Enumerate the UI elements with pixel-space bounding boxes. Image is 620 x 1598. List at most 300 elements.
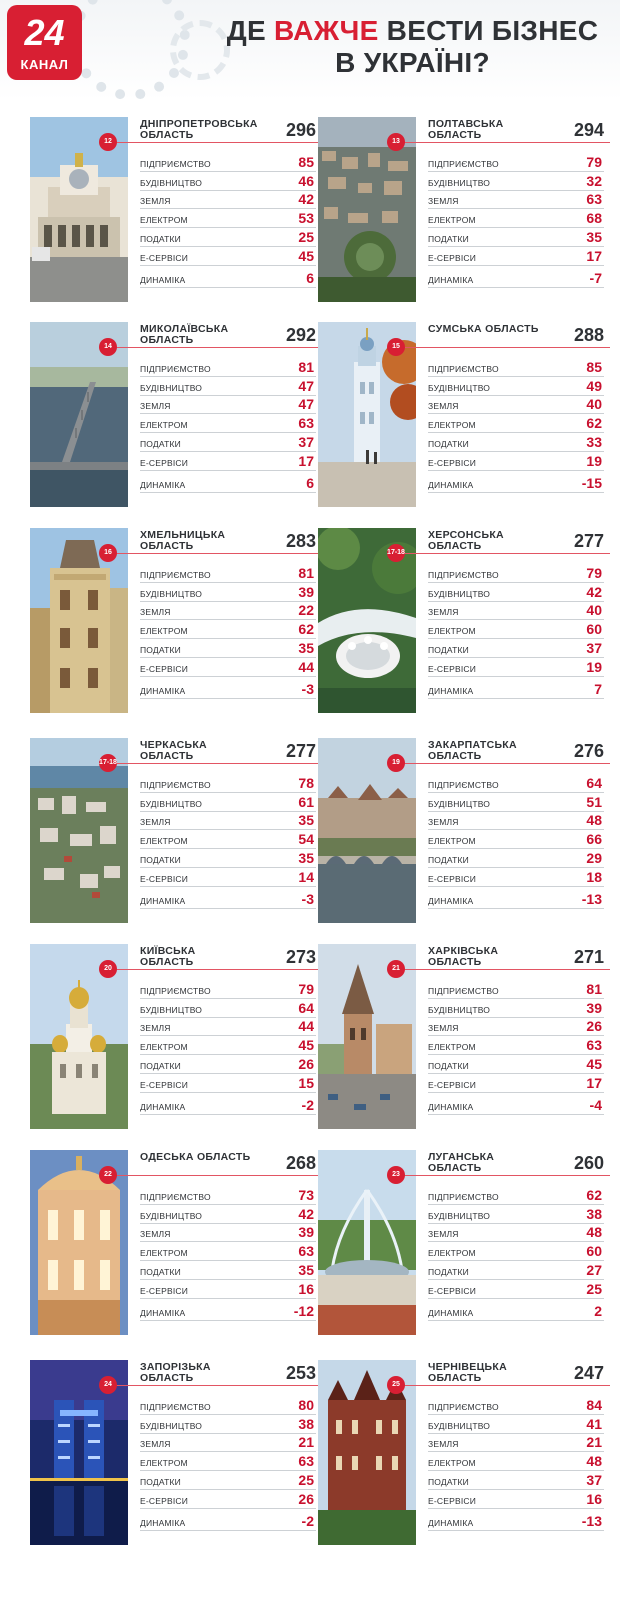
metric-value: 15 (298, 1074, 314, 1091)
region-name: МИКОЛАЇВСЬКА ОБЛАСТЬ (140, 323, 229, 346)
metric-row-enterprise (140, 1186, 316, 1205)
metric-row-taxes (428, 433, 604, 452)
metric-row-eservices (140, 1490, 316, 1509)
metric-row-enterprise (428, 1396, 604, 1415)
metric-value: 54 (298, 831, 314, 848)
metric-value: 80 (298, 1396, 314, 1413)
metric-row-dynamics (428, 890, 604, 909)
metric-label: ПІДПРИЄМСТВО (428, 363, 499, 374)
region-name: ЗАКАРПАТСЬКА ОБЛАСТЬ (428, 739, 517, 762)
metric-label: ПІДПРИЄМСТВО (140, 985, 211, 996)
rank-badge: 24 (99, 1376, 117, 1394)
metric-row-dynamics (140, 1512, 316, 1531)
metric-label: ЗЕМЛЯ (140, 1439, 171, 1450)
metric-label: ДИНАМІКА (428, 1307, 474, 1318)
metrics-list (428, 980, 604, 1115)
metric-value: 26 (298, 1490, 314, 1507)
divider-line (112, 969, 322, 970)
metric-row-dynamics (140, 474, 316, 493)
metric-value: 35 (298, 812, 314, 829)
divider-line (400, 142, 610, 143)
metrics-list (140, 774, 316, 909)
metric-value: 44 (298, 1018, 314, 1035)
page-title (220, 15, 605, 79)
metric-value: 45 (298, 247, 314, 264)
metric-row-dynamics (428, 1512, 604, 1531)
metric-row-electricity (428, 1452, 604, 1471)
metric-label: ЕЛЕКТРОМ (140, 1248, 188, 1259)
region-name: СУМСЬКА ОБЛАСТЬ (428, 323, 539, 335)
metric-value: 33 (586, 433, 602, 450)
region-card (30, 322, 322, 512)
rank-badge: 14 (99, 338, 117, 356)
metric-label: ПОДАТКИ (140, 438, 181, 449)
region-score: 253 (285, 1363, 316, 1383)
metric-value: 40 (586, 602, 602, 619)
divider-line (112, 1175, 322, 1176)
metric-value: 35 (298, 849, 314, 866)
header (0, 0, 620, 100)
metric-label: ПІДПРИЄМСТВО (140, 1191, 211, 1202)
metric-label: Е-СЕРВІСИ (140, 1079, 189, 1090)
region-name: ЛУГАНСЬКА ОБЛАСТЬ (428, 1151, 495, 1174)
metric-row-electricity (140, 1242, 316, 1261)
metric-label: Е-СЕРВІСИ (428, 457, 477, 468)
rank-badge: 22 (99, 1166, 117, 1184)
metric-label: ПІДПРИЄМСТВО (428, 158, 499, 169)
metrics-list (140, 153, 316, 288)
rank-badge: 21 (387, 960, 405, 978)
metric-label: БУДІВНИЦТВО (428, 1210, 491, 1221)
metric-row-taxes (428, 1471, 604, 1490)
metric-label: ПОДАТКИ (140, 1266, 181, 1277)
metric-value: 44 (298, 658, 314, 675)
region-name: ЗАПОРІЗЬКА ОБЛАСТЬ (140, 1361, 211, 1384)
divider-line (400, 763, 610, 764)
metric-row-enterprise (140, 153, 316, 172)
metric-label: Е-СЕРВІСИ (428, 873, 477, 884)
metric-value: 39 (298, 1224, 314, 1241)
metric-value: 48 (586, 1224, 602, 1241)
metric-label: ДИНАМІКА (428, 685, 474, 696)
metric-value: 17 (298, 452, 314, 469)
metric-label: Е-СЕРВІСИ (140, 1285, 189, 1296)
metric-label: БУДІВНИЦТВО (428, 1004, 491, 1015)
divider-line (112, 347, 322, 348)
metric-label: ЗЕМЛЯ (140, 1023, 171, 1034)
metric-row-electricity (140, 414, 316, 433)
metric-row-taxes (428, 1055, 604, 1074)
region-name: ЧЕРНІВЕЦЬКА ОБЛАСТЬ (428, 1361, 507, 1384)
metric-row-construction (428, 793, 604, 812)
region-card (318, 944, 610, 1134)
metric-value: 81 (298, 358, 314, 375)
metrics-list (428, 153, 604, 288)
divider-line (400, 553, 610, 554)
metric-label: ЕЛЕКТРОМ (140, 215, 188, 226)
metric-row-land (140, 1434, 316, 1453)
metric-value: 63 (586, 1037, 602, 1054)
metric-label: ЕЛЕКТРОМ (140, 626, 188, 637)
title-accent: ВАЖЧЕ (274, 15, 379, 46)
divider-line (112, 553, 322, 554)
metric-row-taxes (140, 1471, 316, 1490)
metric-value: 47 (298, 396, 314, 413)
metric-label: БУДІВНИЦТВО (140, 1420, 203, 1431)
metric-value: -7 (589, 269, 602, 286)
region-name: ДНІПРОПЕТРОВСЬКА ОБЛАСТЬ (140, 118, 258, 141)
metric-value: 47 (298, 377, 314, 394)
metric-row-land (428, 602, 604, 621)
metric-label: ДИНАМІКА (428, 274, 474, 285)
metric-row-enterprise (140, 564, 316, 583)
metric-value: 7 (594, 680, 602, 697)
divider-line (112, 1385, 322, 1386)
metric-row-electricity (140, 209, 316, 228)
metric-row-dynamics (428, 680, 604, 699)
metric-row-dynamics (140, 890, 316, 909)
divider-line (112, 763, 322, 764)
region-score: 277 (285, 741, 316, 761)
metric-value: -12 (293, 1302, 314, 1319)
metric-label: ПОДАТКИ (428, 438, 469, 449)
metric-row-land (140, 396, 316, 415)
metric-label: ЗЕМЛЯ (140, 607, 171, 618)
rank-badge: 13 (387, 133, 405, 151)
region-name: ЧЕРКАСЬКА ОБЛАСТЬ (140, 739, 207, 762)
metric-label: ПОДАТКИ (140, 854, 181, 865)
metric-row-taxes (140, 433, 316, 452)
metric-row-enterprise (140, 774, 316, 793)
metric-row-dynamics (140, 1096, 316, 1115)
metric-row-eservices (428, 1490, 604, 1509)
rank-badge: 16 (99, 544, 117, 562)
metrics-list (140, 1186, 316, 1321)
metric-row-land (140, 602, 316, 621)
metric-value: 16 (586, 1490, 602, 1507)
metric-row-construction (140, 172, 316, 191)
divider-line (112, 142, 322, 143)
metric-row-construction (140, 377, 316, 396)
metric-row-construction (140, 583, 316, 602)
metric-value: 62 (298, 621, 314, 638)
metric-value: 38 (298, 1415, 314, 1432)
metric-value: 39 (298, 583, 314, 600)
metric-value: 41 (586, 1415, 602, 1432)
metric-label: ДИНАМІКА (140, 1101, 186, 1112)
metric-row-eservices (140, 1074, 316, 1093)
channel-logo[interactable] (7, 5, 82, 80)
metric-label: ПОДАТКИ (428, 644, 469, 655)
region-card (30, 944, 322, 1134)
region-card (30, 1360, 322, 1550)
region-card (318, 528, 610, 718)
metric-label: ЗЕМЛЯ (428, 196, 459, 207)
divider-line (400, 347, 610, 348)
metric-value: 32 (586, 172, 602, 189)
metric-label: ПОДАТКИ (140, 644, 181, 655)
region-score: 268 (285, 1153, 316, 1173)
metric-row-enterprise (140, 1396, 316, 1415)
region-card (318, 322, 610, 512)
metric-label: ЕЛЕКТРОМ (428, 420, 476, 431)
title-part2: ВЕСТИ БІЗНЕС (378, 15, 599, 46)
metric-row-enterprise (140, 358, 316, 377)
metric-value: -13 (581, 1512, 602, 1529)
region-score: 296 (285, 120, 316, 140)
metric-label: БУДІВНИЦТВО (140, 177, 203, 188)
metric-label: ПОДАТКИ (140, 233, 181, 244)
metric-label: ПІДПРИЄМСТВО (428, 1401, 499, 1412)
metric-row-construction (428, 1415, 604, 1434)
metric-label: ПІДПРИЄМСТВО (428, 985, 499, 996)
metric-value: 53 (298, 210, 314, 227)
metric-label: Е-СЕРВІСИ (140, 873, 189, 884)
metric-label: ДИНАМІКА (140, 274, 186, 285)
metric-label: Е-СЕРВІСИ (428, 663, 477, 674)
metric-value: 25 (298, 228, 314, 245)
metric-row-electricity (428, 1036, 604, 1055)
metric-label: Е-СЕРВІСИ (140, 252, 189, 263)
metric-row-eservices (428, 1074, 604, 1093)
metric-value: 63 (298, 1453, 314, 1470)
metric-label: ЕЛЕКТРОМ (428, 1042, 476, 1053)
metric-row-eservices (428, 1280, 604, 1299)
metric-row-taxes (140, 1055, 316, 1074)
metric-row-land (140, 191, 316, 210)
divider-line (400, 969, 610, 970)
region-score: 283 (285, 531, 316, 551)
metric-value: 85 (586, 358, 602, 375)
metrics-list (428, 774, 604, 909)
metric-value: -2 (301, 1512, 314, 1529)
metric-label: БУДІВНИЦТВО (428, 798, 491, 809)
metric-label: ЗЕМЛЯ (428, 1439, 459, 1450)
metric-value: 61 (298, 793, 314, 810)
metric-label: ЗЕМЛЯ (140, 401, 171, 412)
metric-label: ПІДПРИЄМСТВО (428, 779, 499, 790)
metric-row-construction (140, 999, 316, 1018)
metric-value: 37 (586, 1471, 602, 1488)
metric-label: Е-СЕРВІСИ (140, 457, 189, 468)
metric-value: 21 (298, 1434, 314, 1451)
metric-value: 21 (586, 1434, 602, 1451)
logo-number: 24 (24, 12, 65, 53)
metric-row-electricity (140, 620, 316, 639)
metric-value: 42 (586, 583, 602, 600)
metric-row-taxes (140, 1261, 316, 1280)
metric-value: 79 (586, 153, 602, 170)
metric-value: 84 (586, 1396, 602, 1413)
metric-value: 19 (586, 452, 602, 469)
rank-badge: 17-18 (99, 754, 117, 772)
metric-value: 38 (586, 1205, 602, 1222)
metric-label: ПІДПРИЄМСТВО (140, 779, 211, 790)
metric-value: 2 (594, 1302, 602, 1319)
metric-row-construction (428, 377, 604, 396)
metric-label: БУДІВНИЦТВО (140, 1004, 203, 1015)
metric-value: 40 (586, 396, 602, 413)
region-name: ПОЛТАВСЬКА ОБЛАСТЬ (428, 118, 504, 141)
region-name: ХМЕЛЬНИЦЬКА ОБЛАСТЬ (140, 529, 226, 552)
region-card (318, 1360, 610, 1550)
metric-label: БУДІВНИЦТВО (140, 798, 203, 809)
metric-label: ЕЛЕКТРОМ (140, 1042, 188, 1053)
metrics-list (140, 358, 316, 493)
metric-value: 51 (586, 793, 602, 810)
metric-value: 35 (298, 639, 314, 656)
metric-value: -13 (581, 890, 602, 907)
metric-label: ДИНАМІКА (140, 685, 186, 696)
rank-badge: 20 (99, 960, 117, 978)
metric-label: БУДІВНИЦТВО (428, 382, 491, 393)
metric-label: ДИНАМІКА (140, 1517, 186, 1528)
metric-value: 64 (298, 999, 314, 1016)
metric-row-electricity (140, 1452, 316, 1471)
metric-value: 63 (298, 1243, 314, 1260)
metric-row-construction (428, 999, 604, 1018)
metric-row-construction (140, 793, 316, 812)
metric-value: 25 (586, 1280, 602, 1297)
metric-label: ЗЕМЛЯ (428, 1023, 459, 1034)
metric-value: 14 (298, 868, 314, 885)
metric-row-land (428, 191, 604, 210)
metric-label: ДИНАМІКА (428, 1517, 474, 1528)
metric-label: ЗЕМЛЯ (428, 401, 459, 412)
metric-value: 17 (586, 1074, 602, 1091)
metric-label: ЕЛЕКТРОМ (428, 215, 476, 226)
metric-value: 60 (586, 1243, 602, 1260)
metric-label: ПОДАТКИ (428, 233, 469, 244)
region-score: 288 (573, 325, 604, 345)
metric-value: 63 (298, 415, 314, 432)
metric-value: 46 (298, 172, 314, 189)
metric-value: 22 (298, 602, 314, 619)
region-score: 273 (285, 947, 316, 967)
metric-row-taxes (428, 849, 604, 868)
metrics-list (428, 358, 604, 493)
metric-value: 16 (298, 1280, 314, 1297)
metric-row-dynamics (140, 680, 316, 699)
region-score: 247 (573, 1363, 604, 1383)
region-score: 294 (573, 120, 604, 140)
metric-row-dynamics (428, 1302, 604, 1321)
logo-caption: КАНАЛ (20, 57, 69, 72)
metric-row-land (140, 1224, 316, 1243)
metric-row-electricity (140, 1036, 316, 1055)
metric-row-electricity (428, 830, 604, 849)
metric-row-enterprise (140, 980, 316, 999)
metric-row-dynamics (140, 269, 316, 288)
metric-row-eservices (140, 247, 316, 266)
metric-row-eservices (428, 658, 604, 677)
rank-badge: 25 (387, 1376, 405, 1394)
metric-row-eservices (140, 1280, 316, 1299)
region-score: 271 (573, 947, 604, 967)
metric-value: 49 (586, 377, 602, 394)
metric-label: ДИНАМІКА (140, 895, 186, 906)
metric-value: 66 (586, 831, 602, 848)
metric-label: ЕЛЕКТРОМ (428, 626, 476, 637)
metric-row-eservices (428, 452, 604, 471)
metric-label: ЕЛЕКТРОМ (140, 836, 188, 847)
metric-value: -15 (581, 474, 602, 491)
metric-label: Е-СЕРВІСИ (428, 1079, 477, 1090)
region-score: 277 (573, 531, 604, 551)
metric-value: 79 (586, 564, 602, 581)
metric-label: ДИНАМІКА (428, 1101, 474, 1112)
metric-value: 79 (298, 980, 314, 997)
metric-value: -3 (301, 890, 314, 907)
metric-label: ЗЕМЛЯ (140, 196, 171, 207)
region-name: ХАРКІВСЬКА ОБЛАСТЬ (428, 945, 499, 968)
rank-badge: 15 (387, 338, 405, 356)
region-name: ОДЕСЬКА ОБЛАСТЬ (140, 1151, 251, 1163)
metric-row-taxes (140, 849, 316, 868)
metric-label: ПІДПРИЄМСТВО (140, 158, 211, 169)
metric-label: ЕЛЕКТРОМ (140, 420, 188, 431)
metric-value: 18 (586, 868, 602, 885)
metric-row-enterprise (428, 1186, 604, 1205)
metric-label: БУДІВНИЦТВО (140, 588, 203, 599)
metric-value: 60 (586, 621, 602, 638)
metric-row-electricity (428, 620, 604, 639)
metric-row-land (140, 1018, 316, 1037)
metric-value: 64 (586, 774, 602, 791)
metric-value: 62 (586, 1186, 602, 1203)
metric-label: БУДІВНИЦТВО (428, 1420, 491, 1431)
metrics-list (140, 564, 316, 699)
metric-label: Е-СЕРВІСИ (428, 1495, 477, 1506)
metric-value: 6 (306, 269, 314, 286)
metric-value: 63 (586, 191, 602, 208)
metric-value: 35 (586, 228, 602, 245)
metric-row-electricity (140, 830, 316, 849)
metric-label: ЗЕМЛЯ (140, 817, 171, 828)
metric-row-enterprise (428, 358, 604, 377)
metric-row-eservices (140, 868, 316, 887)
metric-row-taxes (140, 228, 316, 247)
metric-value: 19 (586, 658, 602, 675)
metric-label: ПОДАТКИ (140, 1476, 181, 1487)
metric-row-electricity (428, 1242, 604, 1261)
metric-row-eservices (428, 247, 604, 266)
region-card (30, 738, 322, 928)
metric-label: БУДІВНИЦТВО (428, 177, 491, 188)
metric-row-land (428, 1224, 604, 1243)
metric-label: БУДІВНИЦТВО (140, 382, 203, 393)
metric-row-dynamics (140, 1302, 316, 1321)
metric-label: ПІДПРИЄМСТВО (140, 1401, 211, 1412)
metric-label: ЕЛЕКТРОМ (428, 1458, 476, 1469)
metric-value: -2 (301, 1096, 314, 1113)
title-part1: ДЕ (226, 15, 275, 46)
metric-value: 6 (306, 474, 314, 491)
metric-label: ДИНАМІКА (140, 479, 186, 490)
rank-badge: 12 (99, 133, 117, 151)
title-line2: В УКРАЇНІ? (335, 47, 490, 78)
metric-value: 26 (586, 1018, 602, 1035)
metric-row-eservices (428, 868, 604, 887)
metric-value: 85 (298, 153, 314, 170)
metric-row-land (428, 812, 604, 831)
metric-value: 37 (298, 433, 314, 450)
rank-badge: 17-18 (387, 544, 405, 562)
metric-label: ПОДАТКИ (428, 1476, 469, 1487)
region-card (318, 117, 610, 307)
metric-row-electricity (428, 209, 604, 228)
metric-value: 78 (298, 774, 314, 791)
